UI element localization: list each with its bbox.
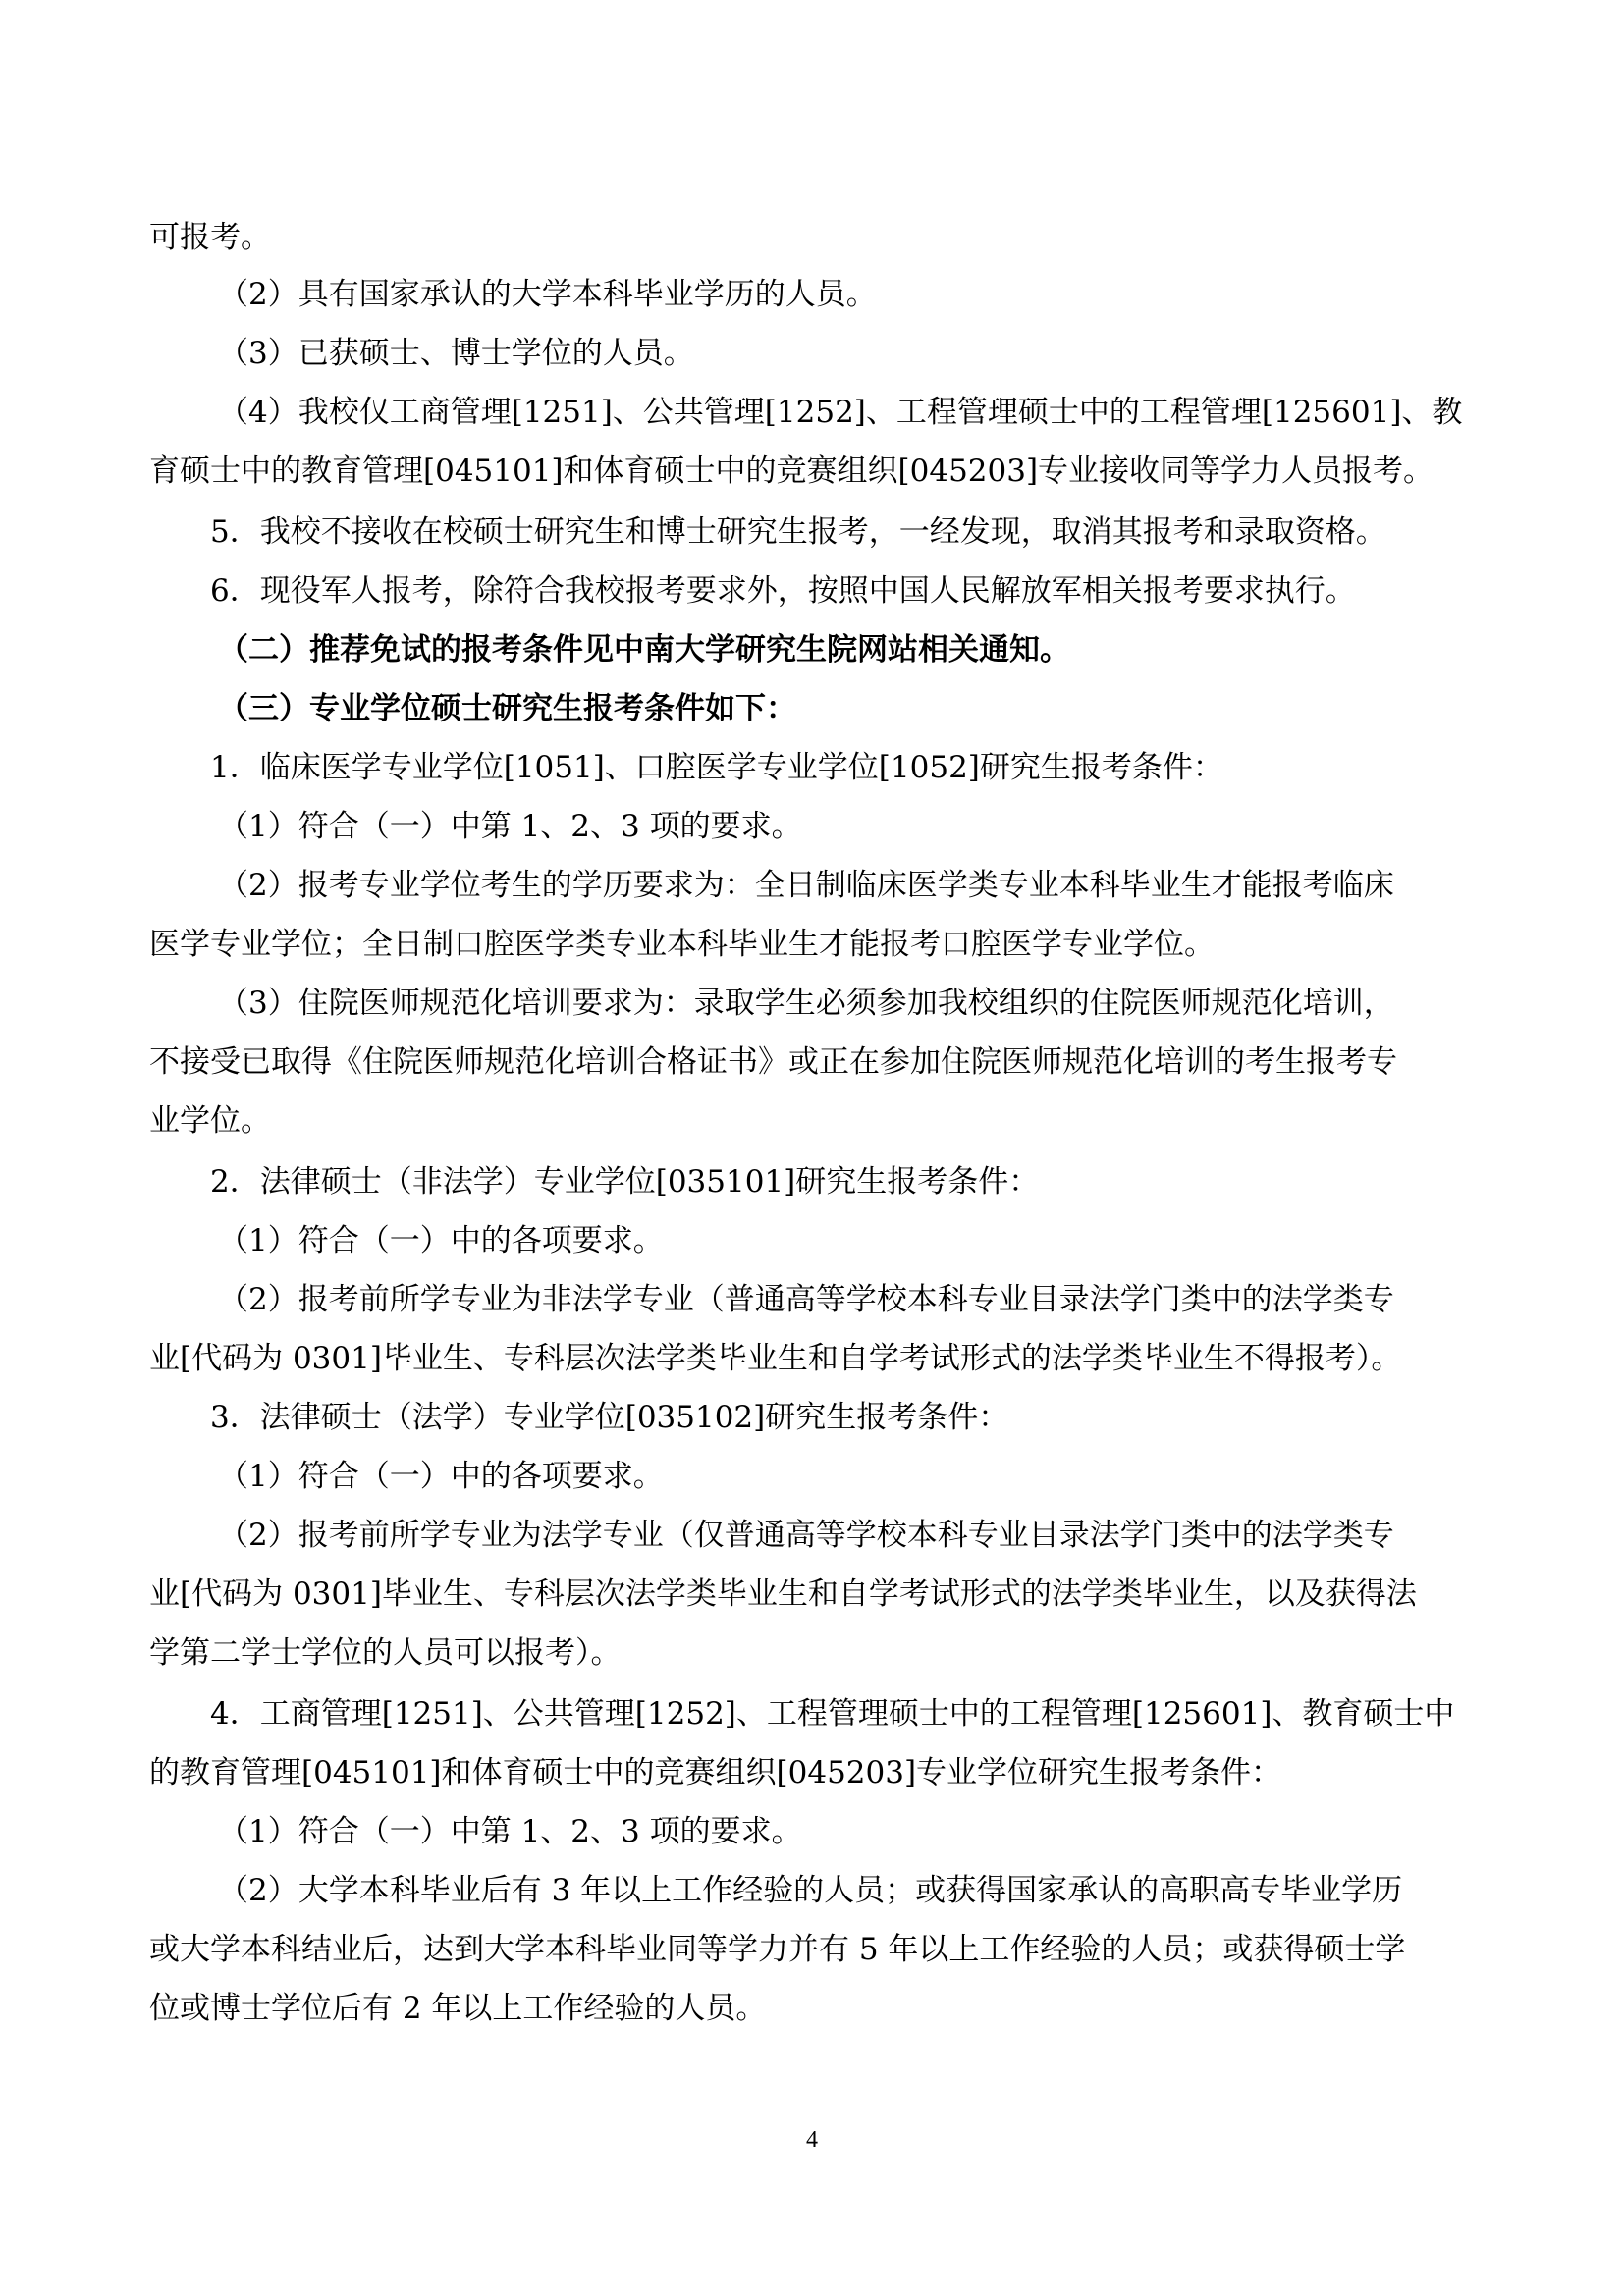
text-line: 4．工商管理[1251]、公共管理[1252]、工程管理硕士中的工程管理[125601]、教育硕士中 xyxy=(210,1696,1455,1732)
text-line: （3）已获硕士、博士学位的人员。 xyxy=(218,336,694,371)
text-line: 位或博士学位后有 2 年以上工作经验的人员。 xyxy=(149,1991,767,2026)
text-line: 5．我校不接收在校硕士研究生和博士研究生报考，一经发现，取消其报考和录取资格。 xyxy=(210,514,1386,550)
text-line: 6．现役军人报考，除符合我校报考要求外，按照中国人民解放军相关报考要求执行。 xyxy=(210,573,1356,609)
text-line: （1）符合（一）中第 1、2、3 项的要求。 xyxy=(218,809,802,844)
text-line: 业[代码为 0301]毕业生、专科层次法学类毕业生和自学考试形式的法学类毕业生，以及获得法 xyxy=(149,1576,1417,1612)
text-line: 1．临床医学专业学位[1051]、口腔医学专业学位[1052]研究生报考条件： xyxy=(210,750,1223,785)
text-line: （4）我校仅工商管理[1251]、公共管理[1252]、工程管理硕士中的工程管理[125601]、教 xyxy=(218,395,1463,430)
text-line: （2）报考前所学专业为法学专业（仅普通高等学校本科专业目录法学门类中的法学类专 xyxy=(218,1518,1394,1553)
text-line: 业学位。 xyxy=(149,1103,271,1139)
text-line: 或大学本科结业后，达到大学本科毕业同等学力并有 5 年以上工作经验的人员；或获得硕士学 xyxy=(149,1932,1406,1967)
text-line: （1）符合（一）中的各项要求。 xyxy=(218,1223,664,1258)
text-line: 不接受已取得《住院医师规范化培训合格证书》或正在参加住院医师规范化培训的考生报考专 xyxy=(149,1044,1397,1080)
text-line: 3．法律硕士（法学）专业学位[035102]研究生报考条件： xyxy=(210,1400,1009,1435)
text-line: （2）大学本科毕业后有 3 年以上工作经验的人员；或获得国家承认的高职高专毕业学历 xyxy=(218,1873,1403,1908)
section-heading: （二）推荐免试的报考条件见中南大学研究生院网站相关通知。 xyxy=(218,632,1070,667)
text-line: 医学专业学位；全日制口腔医学类专业本科毕业生才能报考口腔医学专业学位。 xyxy=(149,927,1215,962)
text-line: 可报考。 xyxy=(149,220,271,255)
text-line: 2．法律硕士（非法学）专业学位[035101]研究生报考条件： xyxy=(210,1164,1040,1200)
text-line: （2）具有国家承认的大学本科毕业学历的人员。 xyxy=(218,277,877,312)
text-line: 学第二学士学位的人员可以报考）。 xyxy=(149,1635,622,1671)
text-line: （2）报考前所学专业为非法学专业（普通高等学校本科专业目录法学门类中的法学类专 xyxy=(218,1282,1394,1317)
text-line: 的教育管理[045101]和体育硕士中的竞赛组织[045203]专业学位研究生报考条件： xyxy=(149,1755,1282,1790)
text-line: 业[代码为 0301]毕业生、专科层次法学类毕业生和自学考试形式的法学类毕业生不得报考）。 xyxy=(149,1341,1402,1376)
text-line: 育硕士中的教育管理[045101]和体育硕士中的竞赛组织[045203]专业接收同等学力人员报考。 xyxy=(149,454,1435,489)
text-line: （3）住院医师规范化培训要求为：录取学生必须参加我校组织的住院医师规范化培训， xyxy=(218,986,1394,1021)
text-line: （1）符合（一）中的各项要求。 xyxy=(218,1459,664,1494)
text-line: （2）报考专业学位考生的学历要求为：全日制临床医学类专业本科毕业生才能报考临床 xyxy=(218,868,1394,903)
section-heading: （三）专业学位硕士研究生报考条件如下： xyxy=(218,691,796,726)
page-number: 4 xyxy=(806,2127,818,2153)
text-line: （1）符合（一）中第 1、2、3 项的要求。 xyxy=(218,1814,802,1849)
